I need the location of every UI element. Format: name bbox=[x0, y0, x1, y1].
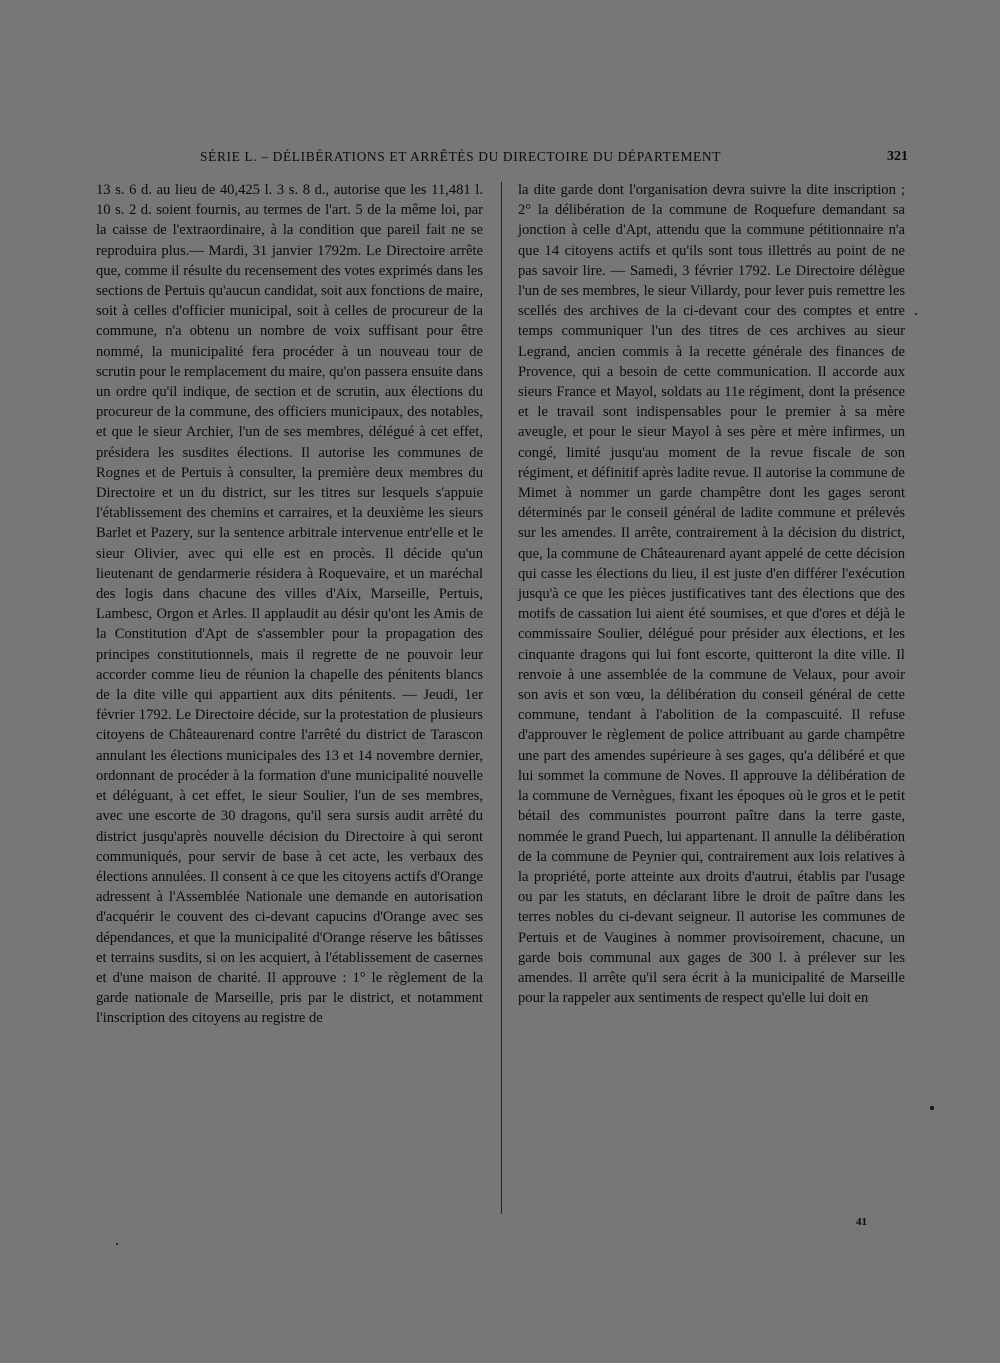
ink-speck bbox=[116, 1243, 118, 1245]
ink-speck bbox=[930, 1106, 934, 1110]
signature-mark: 41 bbox=[856, 1216, 867, 1228]
left-column bbox=[96, 180, 483, 1029]
column-divider bbox=[501, 182, 502, 1214]
right-column-text: la dite garde dont l'organisation devra suivre la dite inscription ; 2° la délibération de la commune de Roquefure demandant sa jonction à celle d'Apt, attendu que la commune pétitionnaire n'a que 14 citoyens actifs et qu'ils sont tous illettrés au point de ne pas savoir lire. — Samedi, 3 février 1792. Le Directoire délègue l'un de ses membres, le sieur Villardy, pour lever puis remettre les scellés des archives de la ci-devant cour des comptes et entre temps communiquer l'un des titres de ces archives au sieur Legrand, ancien commis à la recette générale des finances de Provence, qui a besoin de cette communication. Il accorde aux sieurs France et Mayol, soldats au 11e régiment, dont la présence et le travail sont indispensables pour le premier à sa mère aveugle, et pour le sieur Mayol à ses père et mère infirmes, un congé, limité jusqu'au moment de la revue fiscale de son régiment, et définitif après ladite revue. Il autorise la commune de Mimet à nommer un garde champêtre dont les gages seront déterminés par le conseil général de ladite commune et prélevés sur les amendes. Il arrête, contrairement à la décision du district, que, la commune de Châteaurenard ayant appelé de cette décision qui casse les élections du lieu, il est juste d'en différer l'exécution jusqu'à ce que les pièces justificatives tant des élections que des motifs de cassation lui aient été soumises, et que d'ores et déjà le commissaire Soulier, délégué pour présider aux élections, et les cinquante dragons qui lui font escorte, quitteront la dite ville. Il renvoie à une assemblée de la commune de Velaux, pour avoir son avis et son vœu, la délibération du conseil général de cette commune, tendant à l'abolition de la compascuité. Il refuse d'approuver le règlement de police attribuant au garde champêtre une part des amendes supérieure à ses gages, qu'a délibéré et que lui sommet la commune de Noves. Il approuve la délibération de la commune de Vernègues, fixant les époques où le gros et le petit bétail des communistes pourront paître dans la terre gaste, nommée le grand Puech, lui appartenant. Il annulle la délibération de la commune de Peynier qui, contrairement aux lois relatives à la propriété, porte atteinte aux droits d'autrui, établis par l'usage ou par les statuts, en déclarant libre le droit de paître dans les terres nobles du ci-devant seigneur. Il autorise les communes de Pertuis et de Vaugines à nommer provisoirement, chacune, un garde bois communal aux gages de 300 l. à prélever sur les amendes. Il arrête qu'il sera écrit à la municipalité de Marseille pour la rappeler aux sentiments de respect qu'elle lui doit en bbox=[518, 182, 905, 1007]
left-column-text: 13 s. 6 d. au lieu de 40,425 l. 3 s. 8 d., autorise que les 11,481 l. 10 s. 2 d. soient fournis, au termes de l'art. 5 de la même loi, par la caisse de l'extraordinaire, à la condition que pareil fait ne se reproduira plus.— Mardi, 31 janvier 1792m. Le Directoire arrête que, comme il résulte du recensement des votes exprimés dans les sections de Pertuis qu'aucun candidat, soit aux fonctions de maire, soit à celles d'officier municipal, soit à celles de procureur de la commune, n'a obtenu un nombre de voix suffisant pour être nommé, la municipalité fera procéder à un nouveau tour de scrutin pour le remplacement du maire, qu'on passera ensuite dans un ordre qu'il indique, de section et de scrutin, aux élections du procureur de la commune, des officiers municipaux, des notables, et que le sieur Archier, l'un de ses membres, délégué à cet effet, présidera les susdites élections. Il autorise les communes de Rognes et de Pertuis à consulter, la première deux membres du Directoire et un du district, sur les titres sur lesquels s'appuie l'établissement des chemins et carraires, et la deuxième les sieurs Barlet et Pazery, sur la sentence arbitrale intervenue entr'elle et le sieur Olivier, avec qui elle est en procès. Il décide qu'un lieutenant de gendarmerie résidera à Roquevaire, et un maréchal des logis dans chacune des villes d'Aix, Marseille, Pertuis, Lambesc, Orgon et Arles. Il applaudit au désir qu'ont les Amis de la Constitution d'Apt de s'assembler pour la propagation des principes constitutionnels, mais il regrette de ne pouvoir leur accorder comme lieu de réunion la chapelle des pénitents blancs de la dite ville qui appartient aux dits pénitents. — Jeudi, 1er février 1792. Le Directoire décide, sur la protestation de plusieurs citoyens de Châteaurenard contre l'arrêté du district de Tarascon annulant les élections municipales des 13 et 14 novembre dernier, ordonnant de procéder à la formation d'une municipalité nouvelle et déléguant, à cet effet, le sieur Soulier, l'un de ses membres, avec une escorte de 30 dragons, qu'il sera sursis audit arrêté du district jusqu'après nouvelle décision du Directoire à qui seront communiqués, pour servir de base à cet acte, les verbaux des élections annulées. Il consent à ce que les citoyens actifs d'Orange adressent à l'Assemblée Nationale une demande en autorisation d'acquérir le couvent des ci-devant capucins d'Orange avec ses dépendances, et que la municipalité d'Orange réserve les bâtisses et terrains susdits, si on les acquiert, à l'établissement de casernes et d'une maison de charité. Il approuve : 1° le règlement de la garde nationale de Marseille, pris par le district, et notamment l'inscription des citoyens au registre de bbox=[96, 182, 483, 1027]
running-title: SÉRIE L. – DÉLIBÉRATIONS ET ARRÊTÉS DU DIRECTOIRE DU DÉPARTEMENT bbox=[200, 149, 722, 164]
right-column bbox=[518, 180, 905, 1008]
page-number: 321 bbox=[887, 149, 908, 164]
ink-speck bbox=[915, 313, 917, 315]
running-head bbox=[96, 149, 908, 169]
